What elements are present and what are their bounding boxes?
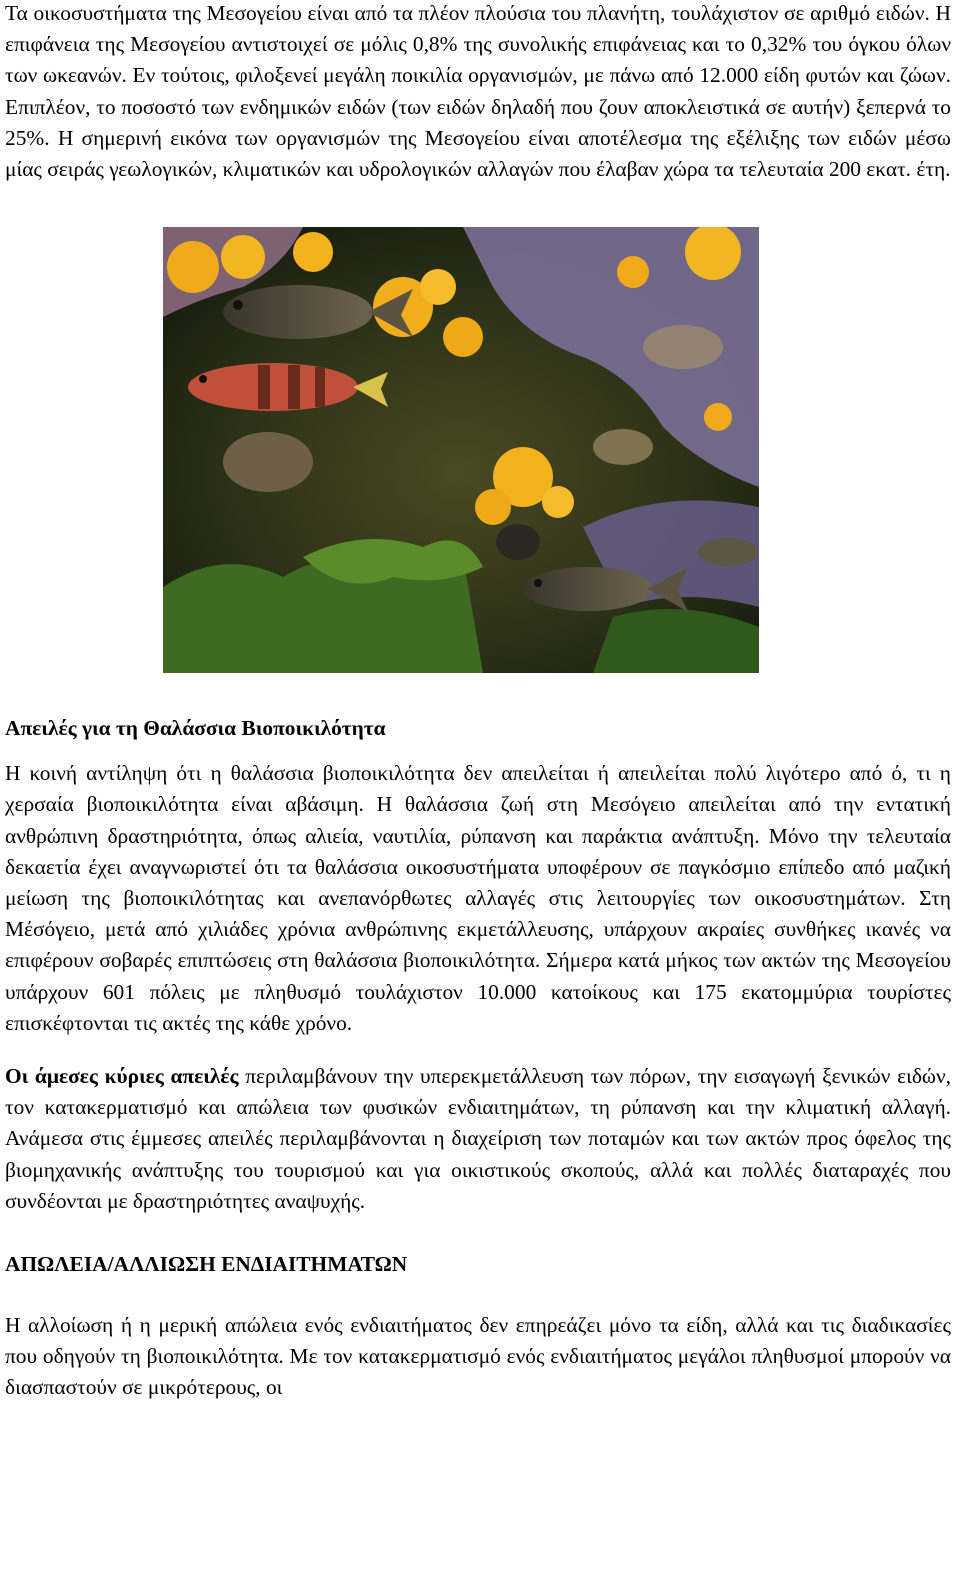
reef-photo bbox=[163, 227, 759, 673]
habitat-paragraph: Η αλλοίωση ή η μερική απώλεια ενός ενδιαιτήματος δεν επηρεάζει μόνο τα είδη, αλλά και τις διαδικασίες που οδηγούν τη βιοποικιλότητα. Με τον κατακερματισμό ενός ενδιαιτήματος μεγάλοι πληθυσμοί μπορούν να διασπαστούν σε μικρότερους, οι bbox=[5, 1313, 951, 1400]
intro-paragraph: Τα οικοσυστήματα της Μεσογείου είναι από τα πλέον πλούσια του πλανήτη, τουλάχιστον σε αριθμό ειδών. Η επιφάνεια της Μεσογείου αντιστοιχεί σε μόλις 0,8% της συνολικής επιφάνειας και το 0,32% του όγκου όλων των ωκεανών. Εν τούτοις, φιλοξενεί μεγάλη ποικιλία οργανισμών, με πάνω από 12.000 είδη φυτών και ζώων. Επιπλέον, το ποσοστό των ενδημικών ειδών (των ειδών δηλαδή που ζουν αποκλειστικά σε αυτήν) ξεπερνά το 25%. Η σημερινή εικόνα των οργανισμών της Μεσογείου είναι αποτέλεσμα της εξέλιξης των ειδών μέσω μίας σειράς γεωλογικών, κλιματικών και υδρολογικών αλλαγών που έλαβαν χώρα τα τελευταία 200 εκατ. έτη. bbox=[5, 1, 951, 182]
threats-paragraph: Η κοινή αντίληψη ότι η θαλάσσια βιοποικιλότητα δεν απειλείται ή απειλείται πολύ λιγότερο από ό, τι η χερσαία βιοποικιλότητα είναι αβάσιμη. Η θαλάσσια ζωή στη Μεσόγειο απειλείται από την εντατική ανθρώπινη δραστηριότητα, όπως αλιεία, ναυτιλία, ρύπανση και παράκτια ανάπτυξη. Μόνο την τελευταία δεκαετία έχει αναγνωριστεί ότι τα θαλάσσια οικοσυστήματα υποφέρουν σε παγκόσμιο επίπεδο από μαζική μείωση της βιοποικιλότητας και ανεπανόρθωτες αλλαγές στις λειτουργίες των οικοσυστημάτων. Στη Μέσόγειο, μετά από χιλιάδες χρόνια ανθρώπινης εκμετάλλευσης, υπάρχουν ακραίες συνθήκες ικανές να επιφέρουν σοβαρές επιπτώσεις στη θαλάσσια βιοποικιλότητα. Σήμερα κατά μήκος των ακτών της Μεσογείου υπάρχουν 601 πόλεις με πληθυσμό τουλάχιστον 10.000 κατοίκους και 175 εκατομμύρια τουρίστες επισκέφτονται τις ακτές της κάθε χρόνο. bbox=[5, 761, 951, 1035]
threats-heading: Απειλές για τη Θαλάσσια Βιοποικιλότητα bbox=[5, 716, 386, 741]
habitat-heading: ΑΠΩΛΕΙΑ/ΑΛΛΙΩΣΗ ΕΝΔΙΑΙΤΗΜΑΤΩΝ bbox=[5, 1252, 408, 1277]
reef-photo-illustration bbox=[163, 227, 759, 673]
direct-threats-text: περιλαμβάνουν την υπερεκμετάλλευση των πόρων, την εισαγωγή ξενικών ειδών, τον κατακερματισμό και απώλεια των φυσικών ενδιαιτημάτων, τη ρύπανση και την κλιματική αλλαγή. Ανάμεσα στις έμμεσες απειλές περιλαμβάνονται η διαχείριση των ποταμών και των ακτών προς όφελος της βιομηχανικής ανάπτυξης του τουρισμού και για οικιστικούς σκοπούς, αλλά και πολλές διαταραχές που συνδέονται με δραστηριότητες αναψυχής. bbox=[5, 1064, 952, 1213]
document-page bbox=[5, 0, 951, 1404]
direct-threats-paragraph bbox=[5, 1061, 951, 1217]
direct-threats-bold: Οι άμεσες κύριες απειλές bbox=[5, 1064, 239, 1089]
